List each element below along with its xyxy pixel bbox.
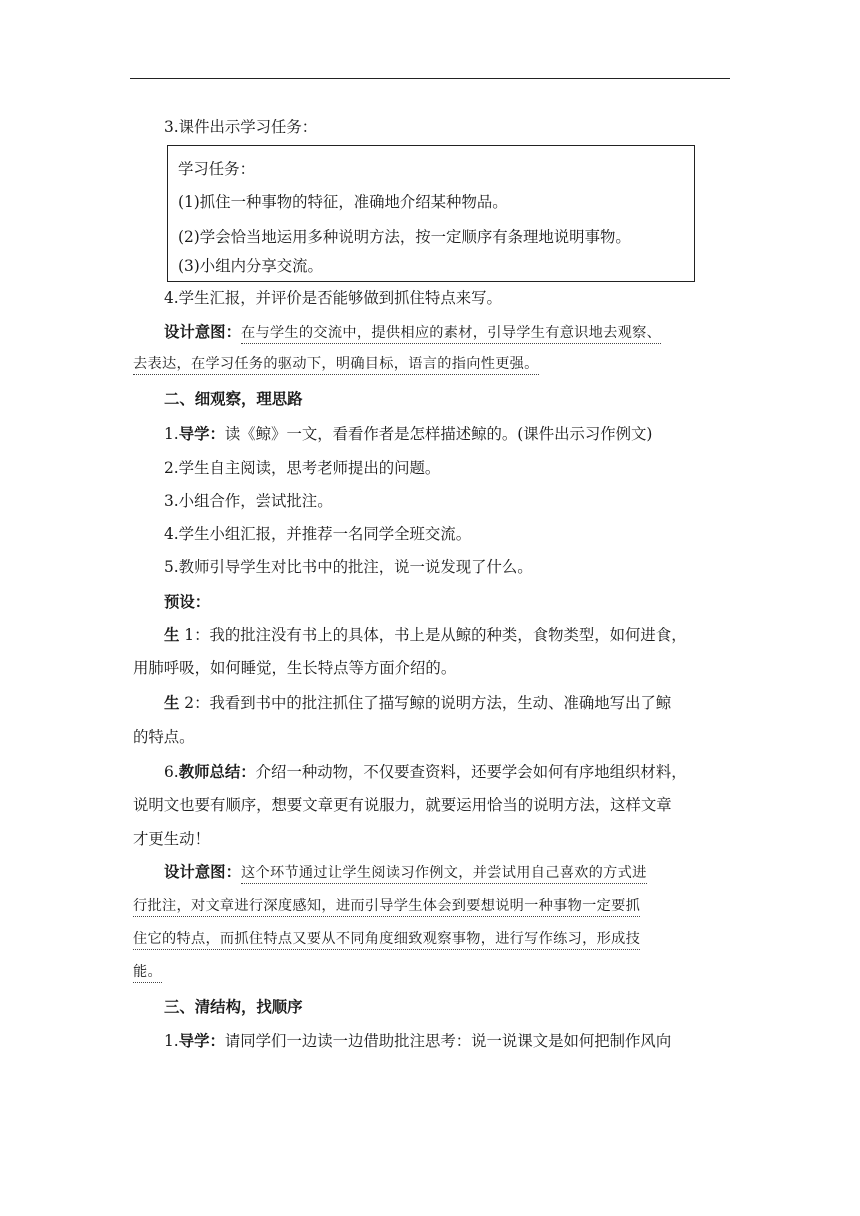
student-2-line-2: 的特点。	[133, 728, 195, 746]
step-label: 教师总结：	[178, 763, 256, 781]
design-intent-1-line-2	[133, 353, 733, 374]
design-intent-text: 这个环节通过让学生阅读习作例文，并尝试用自己喜欢的方式进	[241, 865, 647, 884]
design-intent-text: 在与学生的交流中，提供相应的素材，引导学生有意识地去观察、	[241, 325, 661, 344]
section-3-step-1	[164, 1031, 764, 1051]
step-text: 介绍一种动物，不仅要查资料，还要学会如何有序地组织材料，	[255, 763, 687, 781]
section-2-step-5: 5.教师引导学生对比书中的批注，说一说发现了什么。	[164, 558, 533, 576]
design-intent-text: 住它的特点，而抓住特点又要从不同角度细致观察事物，进行写作练习，形成技	[133, 931, 640, 950]
design-intent-label: 设计意图：	[164, 323, 241, 341]
student-1-line-1	[164, 625, 764, 645]
task-item-1: (1)抓住一种事物的特征，准确地介绍某种物品。	[178, 193, 508, 211]
student-text: 1：我的批注没有书上的具体，书上是从鲸的种类，食物类型，如何进食，	[179, 626, 687, 644]
teacher-summary-line-1	[164, 762, 764, 782]
section-2-heading: 二、细观察，理思路	[164, 390, 303, 408]
section-2-step-4: 4.学生小组汇报，并推荐一名同学全班交流。	[164, 525, 472, 543]
preset-label: 预设：	[164, 593, 211, 611]
step-label: 导学：	[178, 425, 225, 443]
step-number: 1.	[164, 425, 179, 443]
design-intent-text: 能。	[133, 964, 162, 983]
teacher-summary-line-3: 才更生动！	[133, 830, 210, 848]
section-3-heading: 三、清结构，找顺序	[164, 998, 303, 1016]
step-label: 导学：	[178, 1032, 225, 1050]
task-box-title: 学习任务：	[178, 160, 255, 178]
section-2-step-2: 2.学生自主阅读，思考老师提出的问题。	[164, 459, 441, 477]
design-intent-text: 去表达，在学习任务的驱动下，明确目标，语言的指向性更强。	[133, 356, 539, 375]
learning-task-box	[167, 145, 695, 282]
design-intent-text: 行批注，对文章进行深度感知，进而引导学生体会到要想说明一种事物一定要抓	[133, 898, 640, 917]
step-number: 6.	[164, 763, 179, 781]
student-label: 生	[164, 626, 180, 644]
step-number: 1.	[164, 1032, 179, 1050]
student-2-line-1	[164, 693, 764, 713]
step-text: 读《鲸》一文，看看作者是怎样描述鲸的。(课件出示习作例文)	[224, 425, 653, 443]
step-3: 3.课件出示学习任务：	[164, 118, 318, 136]
step-4: 4.学生汇报，并评价是否能够做到抓住特点来写。	[164, 289, 502, 307]
step-text: 请同学们一边读一边借助批注思考：说一说课文是如何把制作风向	[224, 1032, 672, 1050]
design-intent-label: 设计意图：	[164, 863, 241, 881]
design-intent-2-line-2	[133, 895, 733, 916]
task-item-2: (2)学会恰当地运用多种说明方法，按一定顺序有条理地说明事物。	[178, 228, 631, 246]
design-intent-2-line-3	[133, 928, 733, 949]
teacher-summary-line-2: 说明文也要有顺序，想要文章更有说服力，就要运用恰当的说明方法，这样文章	[133, 796, 672, 814]
section-2-step-3: 3.小组合作，尝试批注。	[164, 492, 333, 510]
task-item-3: (3)小组内分享交流。	[178, 257, 323, 275]
student-text: 2：我看到书中的批注抓住了描写鲸的说明方法，生动、准确地写出了鲸	[179, 694, 672, 712]
section-2-step-1	[164, 424, 764, 444]
design-intent-2-line-1	[164, 862, 764, 883]
student-label: 生	[164, 694, 180, 712]
design-intent-1-line-1	[164, 322, 764, 343]
student-1-line-2: 用肺呼吸，如何睡觉，生长特点等方面介绍的。	[133, 659, 457, 677]
header-rule	[130, 78, 730, 79]
design-intent-2-line-4	[133, 961, 733, 982]
